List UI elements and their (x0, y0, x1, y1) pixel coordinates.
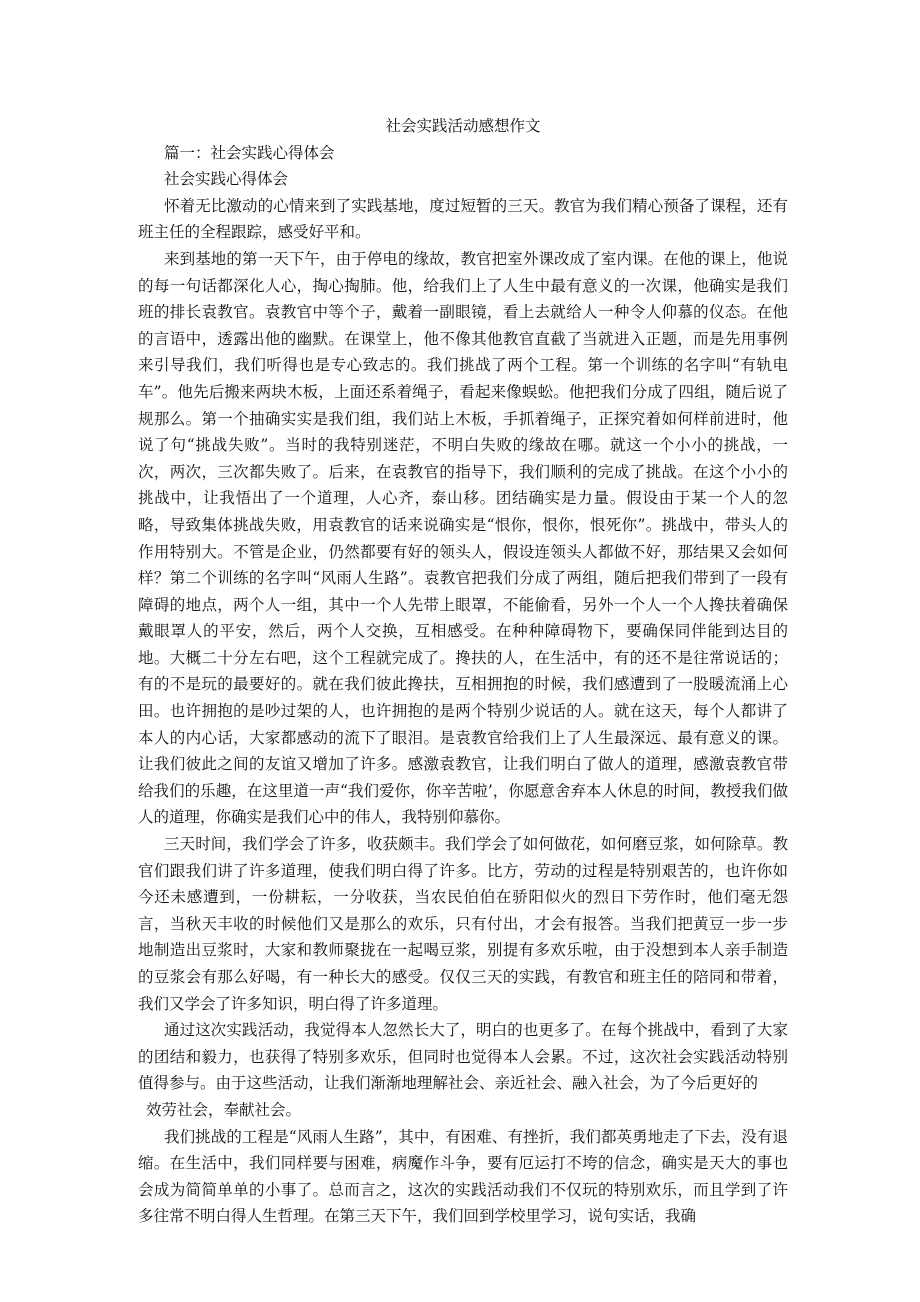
paragraph: 怀着无比激动的心情来到了实践基地，度过短暂的三天。教官为我们精心预备了课程，还有班主任的全程跟踪，感受好平和。 (138, 196, 788, 242)
fragment-line: 效劳社会，奉献社会。 (146, 1100, 302, 1119)
paragraph: 来到基地的第一天下午，由于停电的缘故，教官把室外课改成了室内课。在他的课上，他说的每一句话都深化人心，掏心掏肺。他，给我们上了人生中最有意义的一次课，他确实是我们班的排长袁教官。袁教官中等个子，戴着一副眼镜，看上去就给人一种令人仰慕的仪态。在他的言语中，透露出他的幽默。在课堂上，他不像其他教官直截了当就进入正题，而是先用事例来引导我们，我们听得也是专心致志的。我们挑战了两个工程。第一个训练的名字叫“有轨电车”。他先后搬来两块木板，上面还系着绳子，看起来像蜈蚣。他把我们分成了四组，随后说了规那么。第一个抽确实实是我们组，我们站上木板，手抓着绳子，正探究着如何样前进时，他说了句“挑战失败”。当时的我特别迷茫，不明白失败的缘故在哪。就这一个小小的挑战，一次，两次，三次都失败了。后来，在袁教官的指导下，我们顺利的完成了挑战。在这个小小的挑战中，让我悟出了一个道理，人心齐，泰山移。团结确实是力量。假设由于某一个人的忽略，导致集体挑战失败，用袁教官的话来说确实是“恨你，恨你，恨死你”。挑战中，带头人的作用特别大。不管是企业，仍然都要有好的领头人，假设连领头人都做不好，那结果又会如何样？第二个训练的名字叫“风雨人生路”。袁教官把我们分成了两组，随后把我们带到了一段有障碍的地点，两个人一组，其中一个人先带上眼罩，不能偷看，另外一个人一个人搀扶着确保戴眼罩人的平安，然后，两个人交换，互相感受。在种种障碍物下，要确保同伴能到达目的地。大概二十分左右吧，这个工程就完成了。搀扶的人，在生活中，有的还不是往常说话的；有的不是玩的最要好的。就在我们彼此搀扶，互相拥抱的时候，我们感遭到了一股暖流涌上心田。也许拥抱的是吵过架的人，也许拥抱的是两个特别少说话的人。就在这天，每个人都讲了本人的内心话，大家都感动的流下了眼泪。是袁教官给我们上了人生最深远、最有意义的课。让我们彼此之间的友谊又增加了许多。感激袁教官，让我们明白了做人的道理，感激袁教官带给我们的乐趣，在这里道一声“我们爱你，你辛苦啦’，你愿意舍弃本人休息的时间，教授我们做人的道理，你确实是我们心中的伟人，我特别仰慕你。 (138, 249, 788, 827)
document-body (138, 113, 788, 1230)
paragraph: 通过这次实践活动，我觉得本人忽然长大了，明白的也更多了。在每个挑战中，看到了大家的团结和毅力，也获得了特别多欢乐，但同时也觉得本人会累。不过，这次社会实践活动特别值得参与。由于这些活动，让我们渐渐地理解社会、亲近社会、融入社会，为了今后更好的 (138, 1021, 788, 1093)
document-title: 社会实践活动感想作文 (385, 117, 541, 135)
sub-heading: 社会实践心得体会 (164, 170, 289, 189)
section-heading: 篇一：社会实践心得体会 (164, 143, 335, 162)
paragraph: 三天时间，我们学会了许多，收获颇丰。我们学会了如何做花，如何磨豆浆，如何除草。教官们跟我们讲了许多道理，使我们明白得了许多。比方，劳动的过程是特别艰苦的，也许你如今还未感遭到，一份耕耘，一分收获，当农民伯伯在骄阳似火的烈日下劳作时，他们毫无怨言，当秋天丰收的时候他们又是那么的欢乐，只有付出，才会有报答。当我们把黄豆一步一步地制造出豆浆时，大家和教师聚拢在一起喝豆浆，别提有多欢乐啦，由于没想到本人亲手制造的豆浆会有那么好喝，有一种长大的感受。仅仅三天的实践，有教官和班主任的陪同和带着，我们又学会了许多知识，明白得了许多道理。 (138, 835, 788, 1013)
paragraph-final: 我们挑战的工程是“风雨人生路”，其中，有困难、有挫折，我们都英勇地走了下去，没有退缩。在生活中，我们同样要与困难，病魔作斗争，要有厄运打不垮的信念，确实是天大的事也会成为简简单单的小事了。总而言之，这次的实践活动我们不仅玩的特别欢乐，而且学到了许多往常不明白得人生哲理。在第三天下午，我们回到学校里学习，说句实话，我确 (138, 1127, 788, 1226)
